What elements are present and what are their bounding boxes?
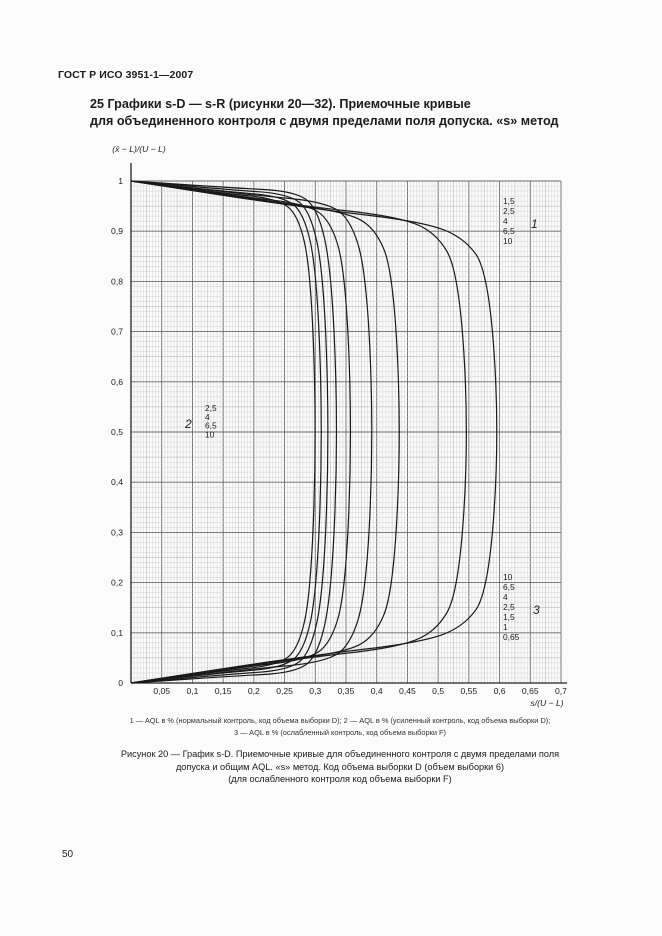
group-3-label: 10 [503,572,513,582]
y-tick-label: 0,2 [111,577,123,588]
y-tick-label: 0 [118,678,123,688]
group-1-id: 1 [531,217,538,231]
x-tick-label: 0,65 [521,686,539,696]
group-2-label: 10 [205,429,215,440]
group-1-label: 4 [503,216,508,226]
legend-note-line-1: 1 — AQL в % (нормальный контроль, код объема выборки D); 2 — AQL в % (усиленный контроль, код объема выборки D); [129,716,551,725]
x-tick-label: 0,35 [337,686,355,696]
group-1-label: 1,5 [503,196,515,206]
x-tick-label: 0,45 [399,686,416,696]
x-axis-title: s/(U − L) [530,698,564,708]
page-number: 50 [62,849,74,860]
y-tick-label: 0,7 [111,326,123,337]
group-2-label: 2,5 [205,403,217,413]
legend-note-line-2: 3 — AQL в % (ослабленный контроль, код объема выборки F) [233,728,447,737]
group-1-label: 10 [503,236,513,246]
figure-caption-line-1: Рисунок 20 — График s-D. Приемочные кривые для объединенного контроля с двумя пределами поля [120,749,560,759]
group-3-label: 1 [503,622,508,632]
y-tick-label: 0,5 [111,427,123,437]
group-1-label: 2,5 [503,206,515,216]
x-tick-label: 0,1 [186,686,199,696]
y-tick-label: 0,1 [111,627,123,638]
group-3-label: 0,65 [503,632,520,642]
y-axis-title: (x̄ − L)/(U − L) [112,144,166,154]
x-tick-label: 0,15 [214,686,232,696]
group-3-id: 3 [533,603,540,617]
y-tick-label: 0,9 [111,226,123,237]
figure-caption-line-3: (для ослабленного контроля код объема выборки F) [228,774,452,784]
x-tick-label: 0,4 [370,686,383,696]
group-2-label: 6,5 [205,420,217,431]
section-title-line-1: 25 Графики s-D — s-R (рисунки 20—32). Приемочные кривые [90,97,471,111]
y-tick-label: 0,3 [111,527,123,538]
legend-note [60,715,620,739]
document-code: ГОСТ Р ИСО 3951-1—2007 [58,69,194,81]
x-tick-label: 0,5 [432,686,445,696]
x-tick-label: 0,3 [309,686,322,696]
x-tick-label: 0,7 [555,686,567,696]
figure-caption-line-2: допуска и общим AQL. «s» метод. Код объема выборки D (объем выборки 6) [175,761,505,772]
section-title-line-2: для объединенного контроля с двумя пределами поля допуска. «s» метод [90,114,559,128]
group-2-id: 2 [185,417,192,432]
chart-labels [111,144,567,708]
y-tick-label: 0,4 [111,477,123,488]
y-tick-label: 1 [118,176,123,186]
figure-caption [60,748,620,786]
group-3-label: 1,5 [503,612,515,622]
y-tick-label: 0,8 [111,276,123,287]
group-3-label: 2,5 [503,602,515,612]
group-1-label: 6,5 [503,226,515,236]
group-3-label: 4 [503,592,508,602]
group-2-label: 4 [205,411,210,422]
x-tick-label: 0,05 [153,686,171,696]
x-tick-label: 0,2 [247,686,260,696]
group-3-label: 6,5 [503,582,515,592]
x-tick-label: 0,55 [460,686,478,696]
x-tick-label: 0,6 [493,686,506,696]
y-tick-label: 0,6 [111,376,123,387]
x-tick-label: 0,25 [276,686,293,696]
